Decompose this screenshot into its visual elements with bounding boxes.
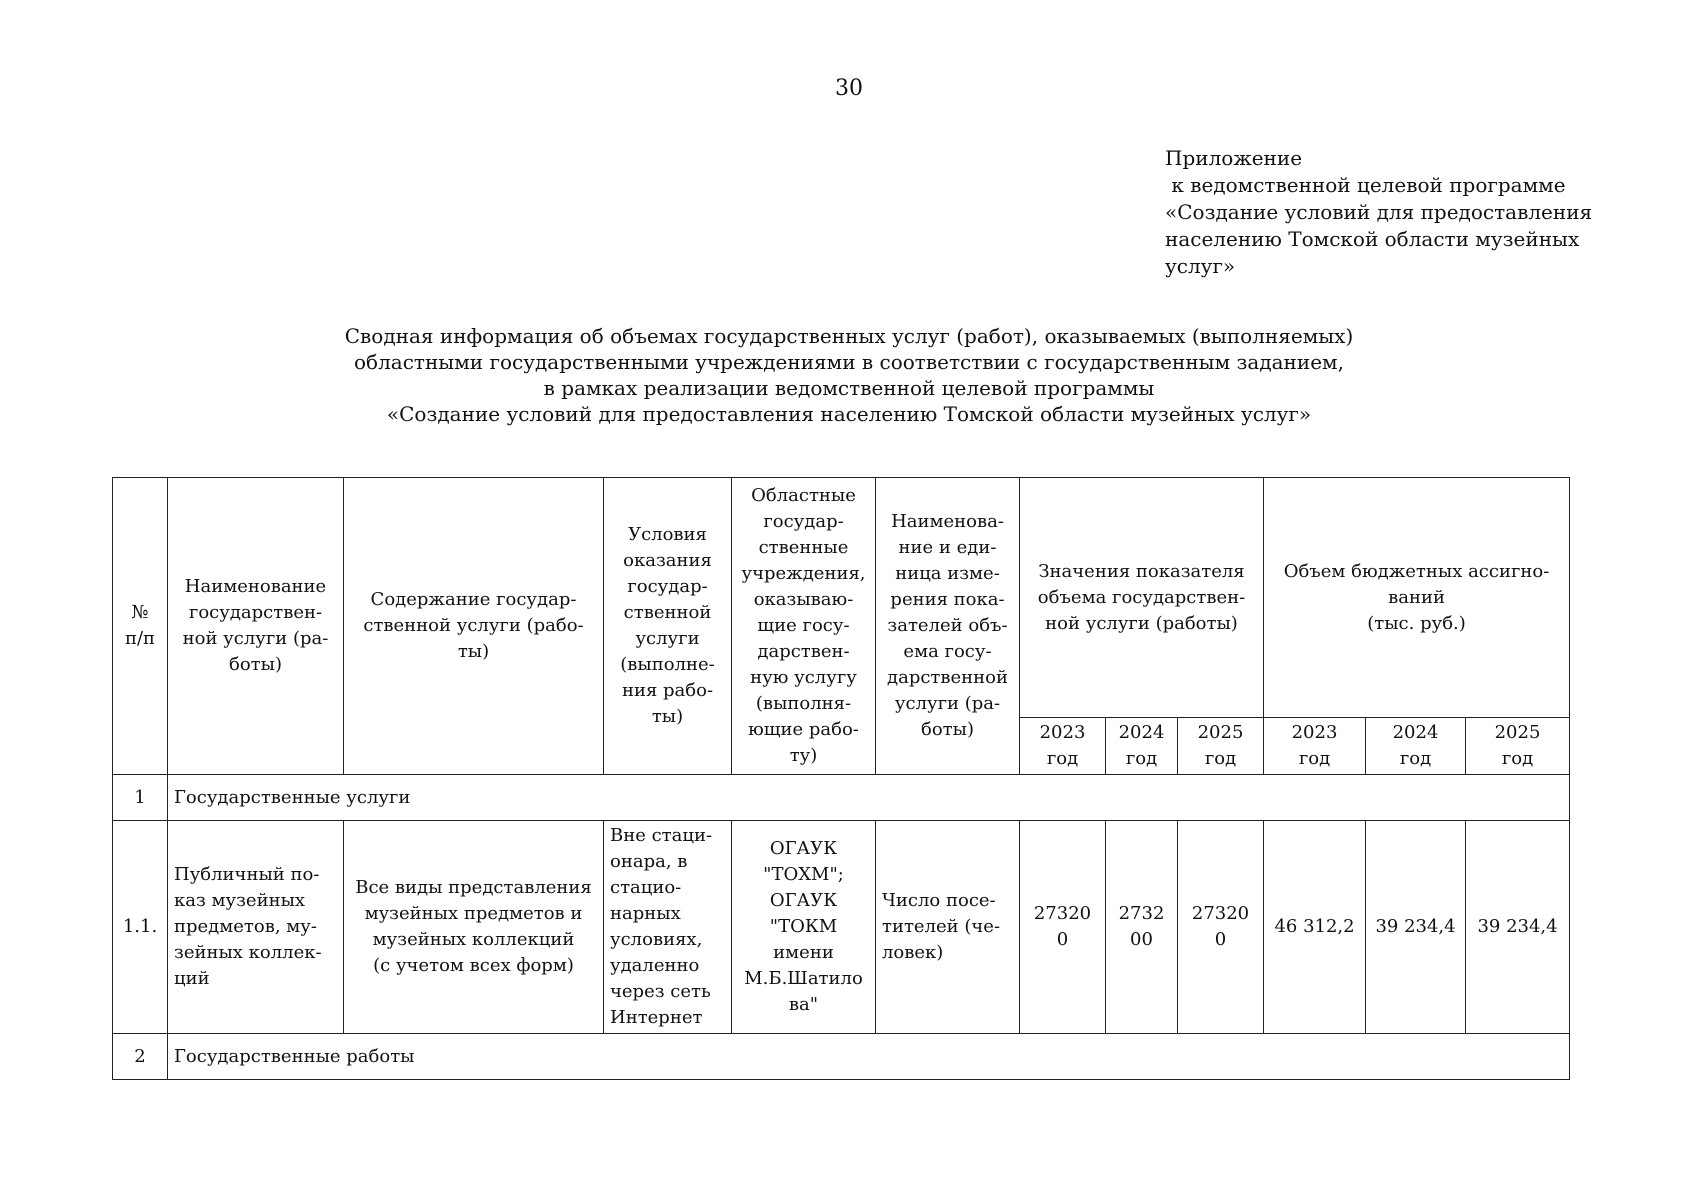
row-value-2024: 2732 00 (1106, 821, 1178, 1034)
header-year: 2025 год (1466, 718, 1570, 775)
page-number: 30 (835, 76, 863, 101)
row-service-name: Публичный по- каз музейных предметов, му- зейных коллек- ций (168, 821, 344, 1034)
row-num: 1.1. (113, 821, 168, 1034)
row-content: Все виды представления музейных предметов и музейных коллекций (с учетом всех форм) (344, 821, 604, 1034)
table-header-row (113, 478, 1570, 718)
header-year: 2025 год (1178, 718, 1264, 775)
table-section-row (113, 1034, 1570, 1080)
row-budget-2024: 39 234,4 (1366, 821, 1466, 1034)
row-value-2025: 27320 0 (1178, 821, 1264, 1034)
document-title (0, 323, 1698, 427)
header-conditions: Условия оказания государ- ственной услуги (выполне- ния рабо- ты) (604, 478, 732, 775)
title-line: Сводная информация об объемах государственных услуг (работ), оказываемых (выполняемых) (344, 324, 1354, 348)
summary-table (112, 477, 1570, 1080)
table-section-row (113, 775, 1570, 821)
row-budget-2023: 46 312,2 (1264, 821, 1366, 1034)
section-num: 2 (113, 1034, 168, 1080)
header-year: 2024 год (1106, 718, 1178, 775)
header-year: 2024 год (1366, 718, 1466, 775)
title-line: «Создание условий для предоставления населению Томской области музейных услуг» (386, 402, 1312, 426)
title-line: областными государственными учреждениями в соответствии с государственным заданием, (354, 350, 1344, 374)
header-budget-group: Объем бюджетных ассигно- ваний (тыс. руб.) (1264, 478, 1570, 718)
row-conditions: Вне стаци- онара, в стацио- нарных условиях, удаленно через сеть Интернет (604, 821, 732, 1034)
appendix-note: Приложение к ведомственной целевой программе «Создание условий для предоставления населению Томской области музейных услуг» (1165, 146, 1593, 278)
table-row (113, 821, 1570, 1034)
title-line: в рамках реализации ведомственной целевой программы (543, 376, 1155, 400)
row-institutions: ОГАУК "ТОХМ"; ОГАУК "ТОКМ имени М.Б.Шатило ва" (732, 821, 876, 1034)
row-indicator: Число посе- тителей (че- ловек) (876, 821, 1020, 1034)
section-num: 1 (113, 775, 168, 821)
header-year: 2023 год (1264, 718, 1366, 775)
section-title: Государственные работы (168, 1034, 1570, 1080)
header-indicator: Наименова- ние и еди- ница изме- рения пока- зателей объ- ема госу- дарственной услуги (ра- боты) (876, 478, 1020, 775)
row-value-2023: 27320 0 (1020, 821, 1106, 1034)
header-values-group: Значения показателя объема государствен- ной услуги (работы) (1020, 478, 1264, 718)
section-title: Государственные услуги (168, 775, 1570, 821)
header-year: 2023 год (1020, 718, 1106, 775)
row-budget-2025: 39 234,4 (1466, 821, 1570, 1034)
header-content: Содержание государ- ственной услуги (рабо- ты) (344, 478, 604, 775)
header-service-name: Наименование государствен- ной услуги (ра- боты) (168, 478, 344, 775)
header-num: № п/п (113, 478, 168, 775)
header-institutions: Областные государ- ственные учреждения, оказываю- щие госу- дарствен- ную услугу (выполня- ющие рабо- ту) (732, 478, 876, 775)
